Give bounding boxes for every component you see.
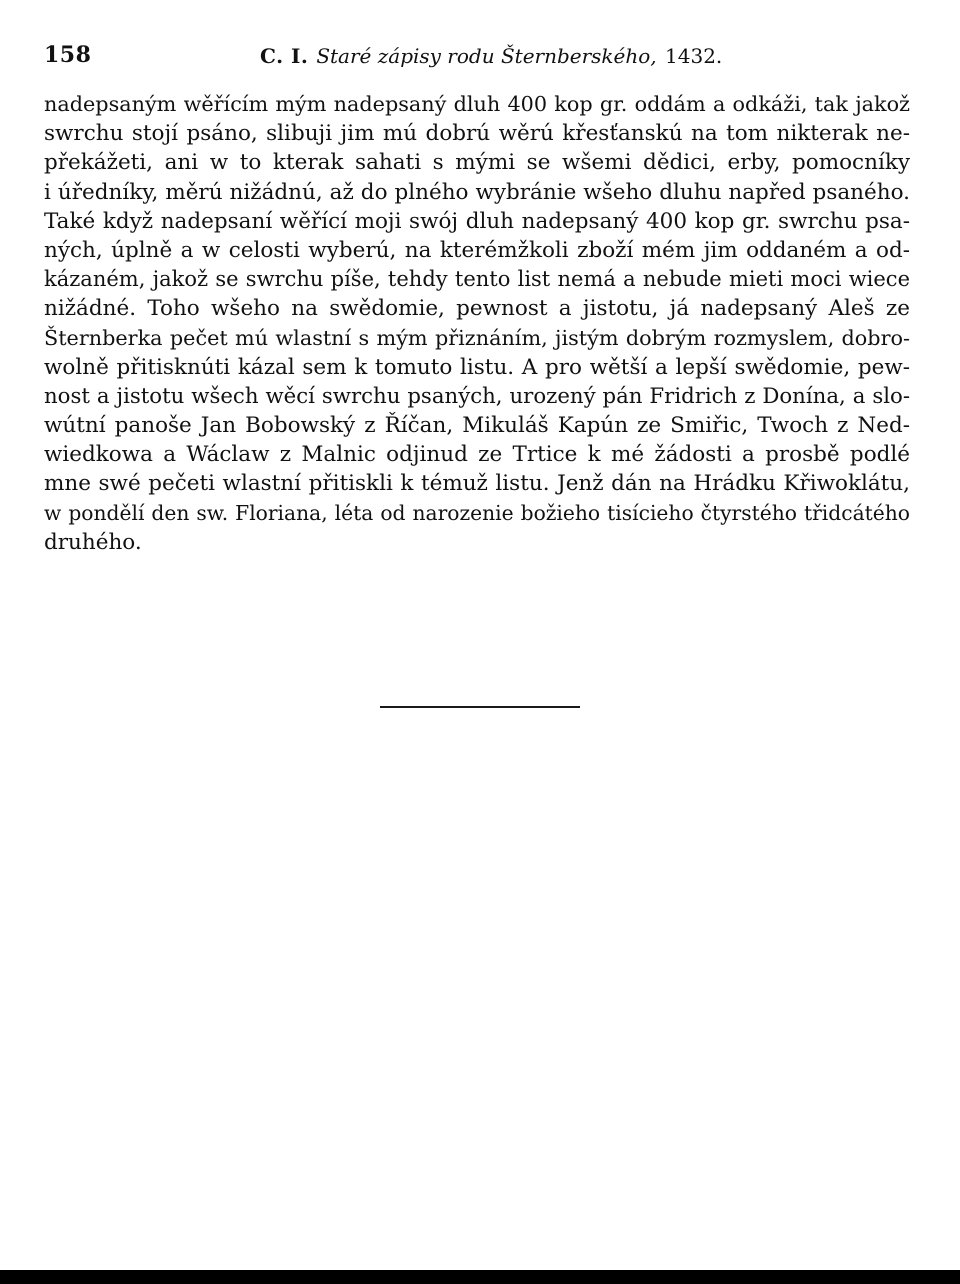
text-line: wútní panoše Jan Bobowský z Říčan, Mikuláš Kapún ze Smiřic, Twoch z Ned- — [44, 413, 910, 439]
text-line: Šternberka pečet mú wlastní s mým přiznáním, jistým dobrým rozmyslem, dobro- — [44, 325, 910, 350]
page-number: 158 — [44, 42, 92, 68]
text-line: nost a jistotu wšech wěcí swrchu psaných, urozený pán Fridrich z Donína, a slo- — [44, 383, 910, 409]
text-line: wiedkowa a Wáclaw z Malnic odjinud ze Trtice k mé žádosti a prosbě podlé — [44, 442, 910, 468]
body-text — [44, 90, 910, 557]
text-line: mne swé pečeti wlastní přitiskli k témuž listu. Jenž dán na Hrádku Křiwoklátu, — [44, 471, 910, 497]
text-line: druhého. — [44, 529, 142, 555]
running-head-year: 1432. — [665, 44, 723, 68]
text-line: w pondělí den sw. Floriana, léta od narozenie božieho tisícieho čtyrstého třidcátého — [44, 500, 910, 525]
text-line: Také když nadepsaní wěřící moji swój dluh nadepsaný 400 kop gr. swrchu psa- — [44, 208, 910, 234]
text-line: kázaném, jakož se swrchu píše, tehdy tento list nemá a nebude mieti moci wiece — [44, 267, 910, 292]
running-head-title-block — [260, 44, 722, 68]
text-line: wolně přitisknúti kázal sem k tomuto listu. A pro wětší a lepší swědomie, pew- — [44, 354, 910, 380]
text-line: nadepsaným wěřícím mým nadepsaný dluh 400 kop gr. oddám a odkáži, tak jakož — [44, 92, 910, 116]
running-head-sigla: C. I. — [260, 44, 309, 68]
text-line: i úředníky, měrú nižádnú, až do plného wybránie wšeho dluhu napřed psaného. — [44, 179, 910, 205]
section-divider-rule — [380, 706, 580, 708]
scan-bottom-edge — [0, 1270, 960, 1284]
text-line: swrchu stojí psáno, slibuji jim mú dobrú wěrú křesťanskú na tom nikterak ne- — [44, 121, 910, 147]
text-line: překážeti, ani w to kterak sahati s mými se wšemi dědici, erby, pomocníky — [44, 150, 910, 176]
text-line: nižádné. Toho wšeho na swědomie, pewnost a jistotu, já nadepsaný Aleš ze — [44, 296, 910, 322]
running-head — [44, 42, 904, 74]
running-head-title: Staré zápisy rodu Šternberského, — [316, 44, 657, 68]
text-line: ných, úplně a w celosti wyberú, na kterémžkoli zboží mém jim oddaném a od- — [44, 237, 910, 263]
